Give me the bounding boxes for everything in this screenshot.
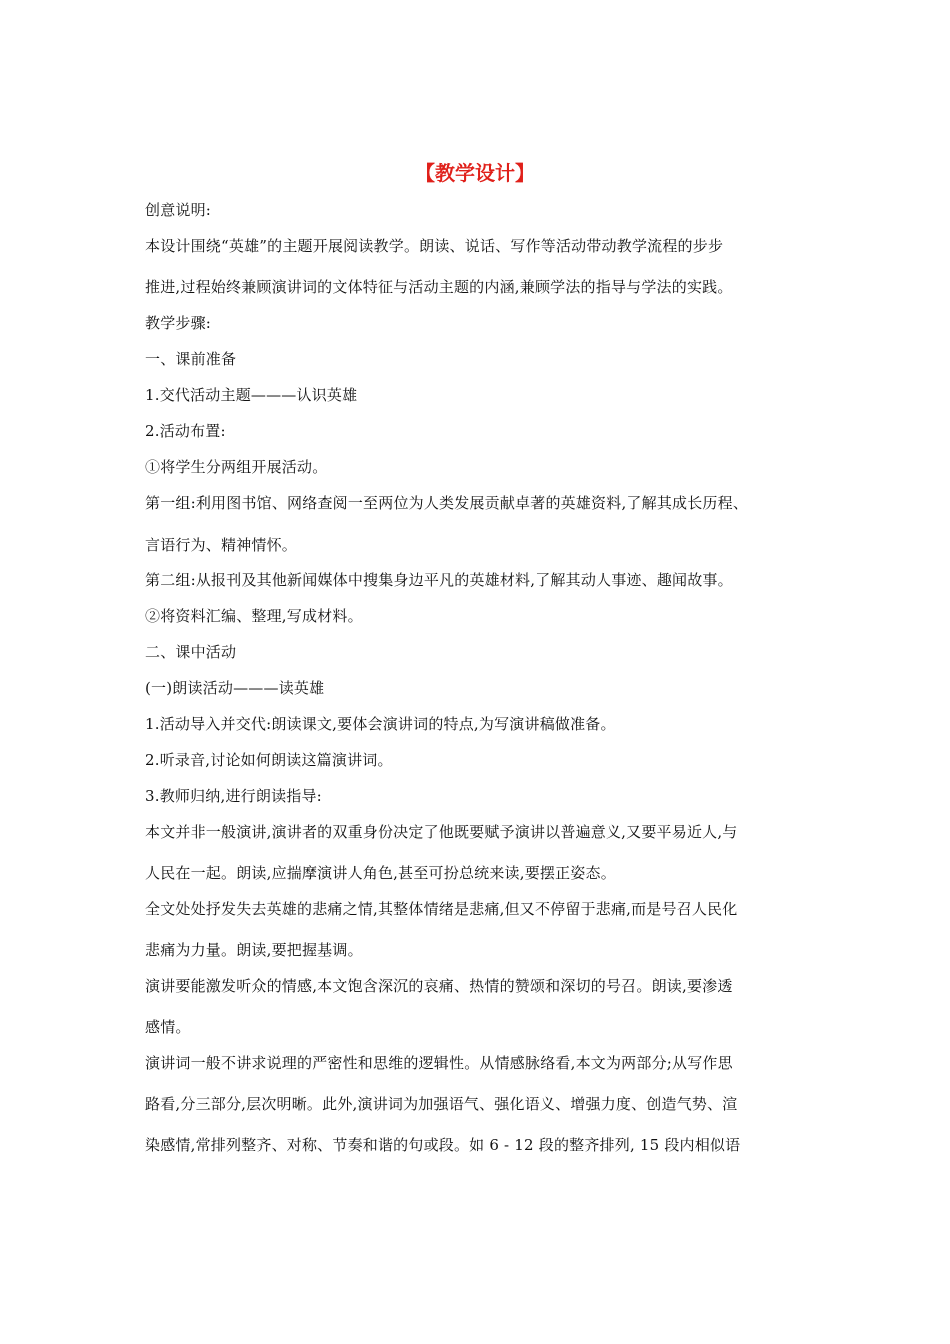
text-line-para-4a: 演讲词一般不讲求说理的严密性和思维的逻辑性。从情感脉络看,本文为两部分;从写作思 (145, 1054, 733, 1072)
text-line-section-1: 一、课前准备 (145, 350, 237, 368)
text-line-step-3: 3.教师归纳,进行朗读指导: (145, 787, 322, 805)
text-line-creative-heading: 创意说明: (145, 201, 212, 219)
text-line-para-1b: 人民在一起。朗读,应揣摩演讲人角色,甚至可扮总统来读,要摆正姿态。 (145, 864, 616, 882)
text-line-para-4b: 路看,分三部分,层次明晰。此外,演讲词为加强语气、强化语义、增强力度、创造气势、渲 (145, 1095, 738, 1113)
text-line-subitem-2: ②将资料汇编、整理,写成材料。 (145, 607, 363, 625)
text-line-step-1: 1.活动导入并交代:朗读课文,要体会演讲词的特点,为写演讲稿做准备。 (145, 715, 616, 733)
text-line-group-1b: 言语行为、精神情怀。 (145, 536, 298, 554)
text-line-subitem-1: ①将学生分两组开展活动。 (145, 458, 328, 476)
text-line-item-2: 2.活动布置: (145, 422, 226, 440)
text-line-para-4c: 染感情,常排列整齐、对称、节奏和谐的句或段。如 6 - 12 段的整齐排列, 15 段内相似语 (145, 1136, 741, 1154)
text-line-para-2b: 悲痛为力量。朗读,要把握基调。 (145, 941, 363, 959)
text-line-para-3b: 感情。 (145, 1018, 191, 1036)
text-line-group-1a: 第一组:利用图书馆、网络查阅一至两位为人类发展贡献卓著的英雄资料,了解其成长历程、 (145, 494, 749, 512)
text-line-steps-heading: 教学步骤: (145, 314, 212, 332)
text-line-item-1: 1.交代活动主题———认识英雄 (145, 386, 358, 404)
text-line-para-1a: 本文并非一般演讲,演讲者的双重身份决定了他既要赋予演讲以普遍意义,又要平易近人,与 (145, 823, 738, 841)
text-line-para-2a: 全文处处抒发失去英雄的悲痛之情,其整体情绪是悲痛,但又不停留于悲痛,而是号召人民化 (145, 900, 738, 918)
text-line-creative-1: 本设计围绕“英雄”的主题开展阅读教学。朗读、说话、写作等活动带动教学流程的步步 (145, 237, 724, 255)
text-line-section-2: 二、课中活动 (145, 643, 237, 661)
text-line-creative-2: 推进,过程始终兼顾演讲词的文体特征与活动主题的内涵,兼顾学法的指导与学法的实践。 (145, 278, 733, 296)
document-title: 【教学设计】 (415, 161, 535, 185)
text-line-para-3a: 演讲要能激发听众的情感,本文饱含深沉的哀痛、热情的赞颂和深切的号召。朗读,要渗透 (145, 977, 733, 995)
text-line-activity-1: (一)朗读活动———读英雄 (145, 679, 325, 697)
text-line-group-2: 第二组:从报刊及其他新闻媒体中搜集身边平凡的英雄材料,了解其动人事迹、趣闻故事。 (145, 571, 733, 589)
text-line-step-2: 2.听录音,讨论如何朗读这篇演讲词。 (145, 751, 393, 769)
